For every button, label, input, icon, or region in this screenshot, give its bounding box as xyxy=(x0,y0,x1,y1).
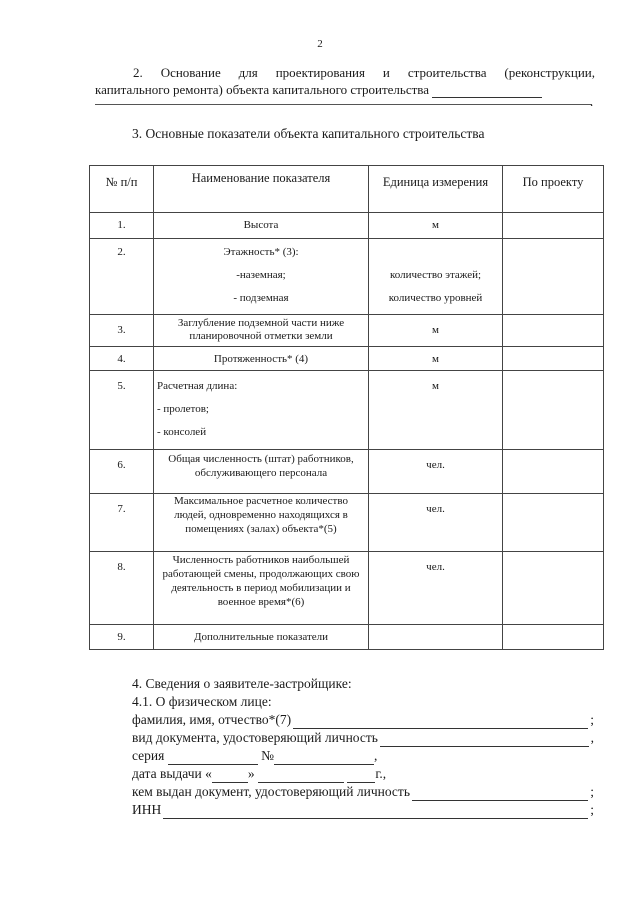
inn-label: ИНН xyxy=(132,802,162,817)
header-unit: Единица измерения xyxy=(369,166,503,213)
row-name-group xyxy=(154,371,369,449)
row-num: 6. xyxy=(90,449,154,493)
row-sub-item: - пролетов; xyxy=(157,403,209,416)
section-2-line2 xyxy=(95,81,595,98)
table-row xyxy=(90,347,604,371)
header-name: Наименование показателя xyxy=(154,166,369,213)
fio-field[interactable] xyxy=(293,715,588,729)
punct: , xyxy=(590,730,594,745)
table-row xyxy=(90,449,604,493)
row-num: 1. xyxy=(90,213,154,239)
row-project-value[interactable] xyxy=(503,624,604,649)
header-num: № п/п xyxy=(90,166,154,213)
section-2-basis xyxy=(95,64,595,98)
row-unit: количество этажей; xyxy=(389,269,482,282)
table-row xyxy=(90,315,604,347)
inn-field[interactable] xyxy=(163,805,588,819)
basis-period: . xyxy=(590,94,594,109)
doc-type-label: вид документа, удостоверяющий личность xyxy=(132,730,378,745)
punct: ; xyxy=(590,712,594,727)
header-project: По проекту xyxy=(503,166,604,213)
row-project-value[interactable] xyxy=(503,213,604,239)
row-num: 4. xyxy=(90,347,154,371)
row-name: Дополнительные показатели xyxy=(154,624,369,649)
row-unit: чел. xyxy=(369,493,503,551)
row-num: 3. xyxy=(90,315,154,347)
row-project-value[interactable] xyxy=(503,449,604,493)
page-number: 2 xyxy=(317,38,323,50)
row-unit: м xyxy=(369,213,503,239)
row-sub-item: -наземная; xyxy=(236,269,286,282)
row-name: Максимальное расчетное количество людей, одновременно находящихся в помещениях (залах) объекта*(5) xyxy=(154,493,369,551)
section-4-1-title: 4.1. О физическом лице: xyxy=(132,694,272,709)
date-year-field[interactable] xyxy=(347,769,375,783)
inn-row xyxy=(132,801,594,819)
section-2-line2-text: капитального ремонта) объекта капитального строительства xyxy=(95,82,430,97)
table-row xyxy=(90,493,604,551)
row-project-value[interactable] xyxy=(503,493,604,551)
row-name: Общая численность (штат) работников, обслуживающего персонала xyxy=(154,449,369,493)
series-label: серия xyxy=(132,748,165,763)
row-name: Высота xyxy=(154,213,369,239)
row-sub-item: - консолей xyxy=(157,426,207,439)
row-unit-group xyxy=(369,239,503,315)
row-num: 5. xyxy=(90,371,154,449)
row-num: 9. xyxy=(90,624,154,649)
date-month-field[interactable] xyxy=(258,769,344,783)
fio-row xyxy=(132,711,594,729)
row-unit: м xyxy=(369,347,503,371)
section-2-line1: 2. Основание для проектирования и строительства (реконструкции, xyxy=(133,65,595,80)
row-unit: м xyxy=(369,371,503,449)
row-project-value[interactable] xyxy=(503,371,604,449)
punct: , xyxy=(373,748,378,763)
row-num: 2. xyxy=(90,239,154,315)
fio-label: фамилия, имя, отчество*(7) xyxy=(132,712,292,727)
date-day-field[interactable] xyxy=(212,769,248,783)
row-unit xyxy=(369,624,503,649)
number-field[interactable] xyxy=(274,751,374,765)
row-name-group xyxy=(154,239,369,315)
date-label: дата выдачи « xyxy=(132,766,212,781)
doc-type-field[interactable] xyxy=(380,733,589,747)
punct: ; xyxy=(590,784,594,799)
row-unit: чел. xyxy=(369,449,503,493)
basis-blank xyxy=(432,85,542,98)
punct: ; xyxy=(590,802,594,817)
issued-by-label: кем выдан документ, удостоверяющий личность xyxy=(132,784,410,799)
row-project-value[interactable] xyxy=(503,551,604,624)
table-row xyxy=(90,551,604,624)
issued-by-field[interactable] xyxy=(412,787,588,801)
row-name: Протяженность* (4) xyxy=(154,347,369,371)
row-unit: количество уровней xyxy=(388,292,483,305)
row-sub-item: - подземная xyxy=(233,292,289,305)
row-name: Заглубление подземной части ниже планировочной отметки земли xyxy=(154,315,369,347)
doc-type-row xyxy=(132,729,594,747)
row-name: Численность работников наибольшей работающей смены, продолжающих свою деятельность в период мобилизации и военное время*(6) xyxy=(154,551,369,624)
indicators-table xyxy=(89,165,604,650)
row-project-value[interactable] xyxy=(503,239,604,315)
row-num: 7. xyxy=(90,493,154,551)
row-name: Этажность* (3): xyxy=(223,246,299,259)
number-label: № xyxy=(261,748,274,763)
table-row xyxy=(90,371,604,449)
year-suffix: г., xyxy=(375,766,387,781)
issued-by-row xyxy=(132,783,594,801)
row-project-value[interactable] xyxy=(503,315,604,347)
table-row xyxy=(90,213,604,239)
table-row xyxy=(90,239,604,315)
section-4-title: 4. Сведения о заявителе-застройщике: xyxy=(132,676,352,691)
row-name: Расчетная длина: xyxy=(157,380,238,393)
series-field[interactable] xyxy=(168,751,258,765)
basis-continuation-line xyxy=(95,104,592,105)
date-quote: » xyxy=(247,766,255,781)
row-unit: чел. xyxy=(369,551,503,624)
section-3-title: 3. Основные показатели объекта капитального строительства xyxy=(132,126,485,141)
row-unit: м xyxy=(369,315,503,347)
series-number-row xyxy=(132,747,594,765)
table-header-row xyxy=(90,166,604,213)
row-num: 8. xyxy=(90,551,154,624)
row-project-value[interactable] xyxy=(503,347,604,371)
table-row xyxy=(90,624,604,649)
section-4-applicant xyxy=(132,675,594,819)
issue-date-row xyxy=(132,765,594,783)
